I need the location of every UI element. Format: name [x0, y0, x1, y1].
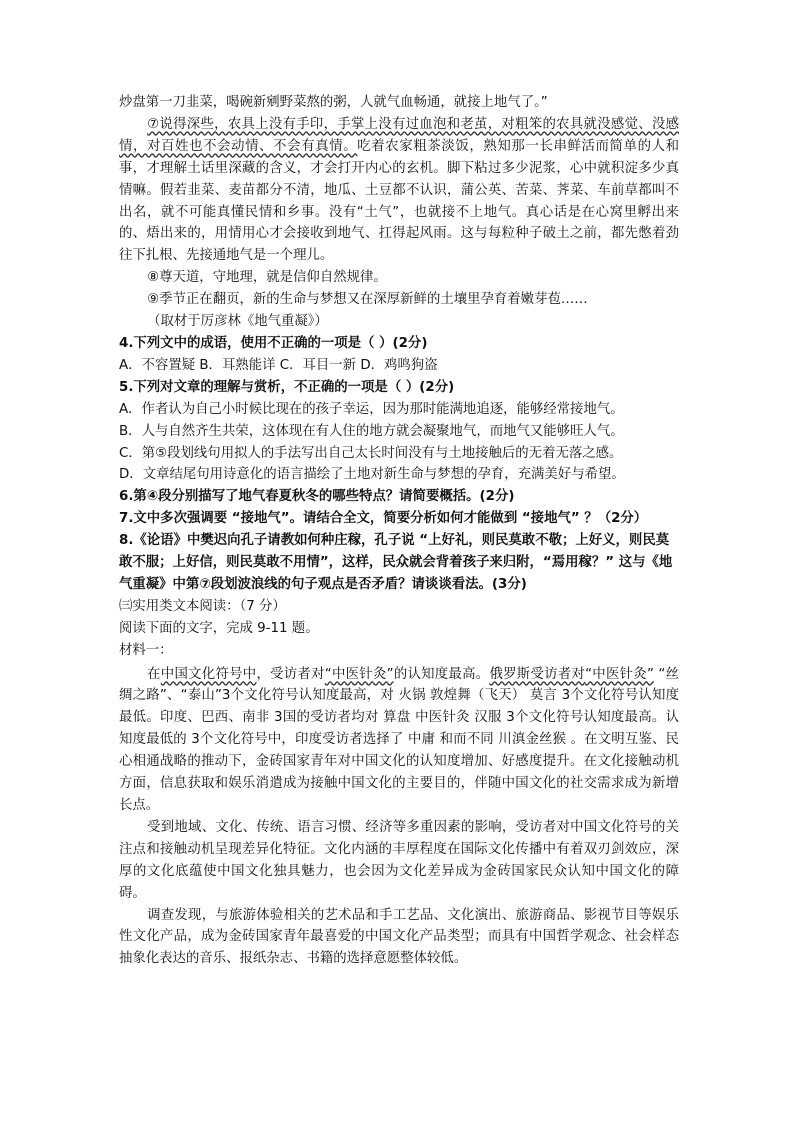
m1-text-h: “丝绸之路”、“泰山”3个文化符号认知度最高，对 火锅 敦煌舞（飞天） 莫言 3个文化符号认知度最低。印度、巴西、南非 3国的受访者均对 算盘 中医针灸 汉服 3个文化符号认知度最高。认知度最低的 3个文化符号中，印度受访者选择了 中庸 和而不同 川滇金丝猴 。在文明互鉴、民心相通战略的推动下，金砖国家青年对中国文化的认知度增加、好感度提升。在文化接触动机方面，信息获取和娱乐消遣成为接触中国文化的主要目的，伴随中国文化的社交需求成为新增长点。 [119, 666, 680, 813]
material-1-paragraph-2: 受到地域、文化、传统、语言习惯、经济等多重因素的影响，受访者对中国文化符号的关注点和接触动机呈现差异化特征。文化内涵的丰厚程度在国际文化传播中有着双刃剑效应，深厚的文化底蕴使中国文化独具魅力，也会因为文化差异成为金砖国家民众认知中国文化的障碍。 [119, 819, 679, 901]
section-3-instruction: 阅读下面的文字，完成 9-11 题。 [119, 620, 319, 636]
passage-source: （取材于厉彦林《地气重凝》） [147, 314, 328, 330]
m1-text-f: 俄罗斯受访者对 [489, 666, 586, 682]
m1-text-e: 的认知度最高。 [393, 666, 490, 682]
paragraph-7-rest: 吃着农家粗茶淡饭，熟知那一长串鲜活而简单的人和事，才理解土话里深藏的含义，才会打开内心的玄机。脚下粘过多少泥浆，心中就积淀多少真情嘛。假若韭菜、麦苗都分不清，地瓜、土豆都不认识，蒲公英、苦菜、荠菜、车前草都叫不出名，就不可能真懂民情和乡事。没有“土气”，也就接不上地气。真心话是在心窝里孵出来的、焐出来的，用情用心才会接收到地气、扛得起风雨。这与每粒种子破土之前，都先憋着劲往下扎根、先接通地气是一个理儿。 [119, 138, 679, 264]
passage-paragraph-end: 炒盘第一刀韭菜，喝碗新剜野菜熬的粥，人就气血畅通，就接上地气了。” [119, 95, 548, 110]
question-6: 6.第④段分别描写了地气春夏秋冬的哪些特点？请简要概括。(2分) [119, 489, 515, 505]
question-5-option-d: D．文章结尾句用诗意化的语言描绘了土地对新生命与梦想的孕育，充满美好与希望。 [119, 467, 625, 483]
m1-text-d: “中医针灸” [324, 666, 394, 682]
m1-text-b: 中国文化符号中 [160, 666, 257, 682]
question-8: 8.《论语》中樊迟向孔子请教如何种庄稼，孔子说 “上好礼，则民莫敢不敬；上好义，则民莫敢不服；上好信，则民莫敢不用情”，这样，民众就会背着孩子来归附，“焉用稼？” 这与《地气重凝》中第⑦段划波浪线的句子观点是否矛盾？请谈谈看法。(3分) [119, 533, 673, 592]
question-7: 7.文中多次强调要 “接地气”。请结合全文，简要分析如何才能做到 “接地气” ？（2分） [119, 511, 648, 527]
material-1-paragraph-1 [119, 664, 679, 817]
passage-paragraph-9: ⑨季节正在翻页，新的生命与梦想又在深厚新鲜的土壤里孕育着嫩芽苞…… [147, 292, 588, 308]
section-3-heading: ㈢实用类文本阅读：（7 分） [119, 598, 286, 614]
wavy-underlined-sentence: ⑦说得深些，农具上没有手印，手掌上没有过血泡和老茧，对粗笨的农具就没感觉、没感情，对百姓也不会动情、不会有真情。 [119, 116, 679, 154]
question-4: 4.下列文中的成语，使用不正确的一项是（ ）(2分) [119, 335, 428, 351]
material-label: 材料一： [119, 642, 173, 658]
passage-paragraph-7 [119, 114, 679, 267]
question-4-options: A．不容置疑 B．耳熟能详 C．耳目一新 D．鸡鸣狗盗 [119, 357, 438, 373]
material-1-paragraph-3: 调查发现，与旅游体验相关的艺术品和手工艺品、文化演出、旅游商品、影视节目等娱乐性文化产品，成为金砖国家青年最喜爱的中国文化产品类型；而具有中国哲学观念、社会样态抽象化表达的音乐、报纸杂志、书籍的选择意愿整体较低。 [119, 907, 679, 967]
question-5-option-c: C．第⑤段划线句用拟人的手法写出自己太长时间没有与土地接触后的无着无落之感。 [119, 445, 623, 461]
m1-text-a: 在 [147, 666, 161, 682]
question-5: 5.下列对文章的理解与赏析，不正确的一项是（ ）(2分) [119, 379, 455, 395]
m1-text-c: ，受访者对 [256, 666, 325, 682]
m1-text-g: “中医针灸” [585, 666, 654, 682]
exam-page [119, 92, 679, 970]
question-5-option-a: A．作者认为自己小时候比现在的孩子幸运，因为那时能满地追逐，能够经常接地气。 [119, 401, 624, 417]
question-5-option-b: B．人与自然齐生共荣，这体现在有人住的地方就会凝聚地气，而地气又能够旺人气。 [119, 423, 624, 439]
passage-paragraph-8: ⑧尊天道，守地理，就是信仰自然规律。 [147, 270, 387, 286]
